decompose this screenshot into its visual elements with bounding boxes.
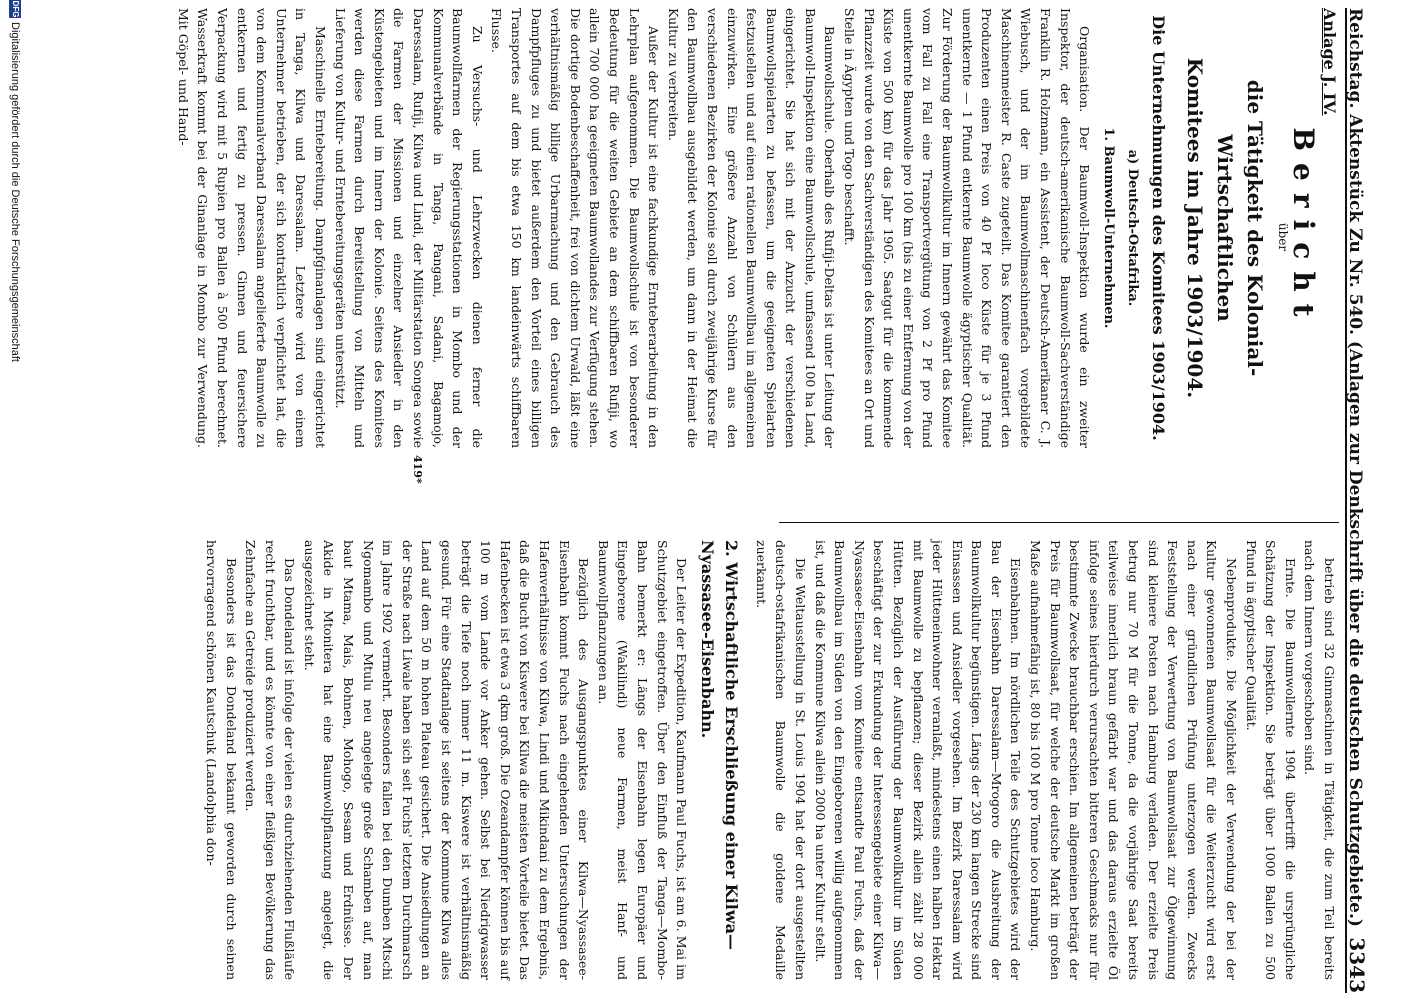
- paragraph: Baumwollschule. Oberhalb des Rufiji-Deltas ist unter Leitung der Baumwoll-Inspektion eine Baumwollschule, umfassend 100 ha Land, eingerichtet. Sie hat sich mit der Anzucht der verschiedenen Baumwollspielarten zu befassen, um die geeigneten Spielarten festzustellen und auf einen rationellen Baumwollbau im allgemeinen einzuwirken. Eine größere Anzahl von Schülern aus den verschiedenen Bezirken der Kolonie soll durch zweijährige Kurse für den Baumwollbau ausgebildet werden, um dann in der Heimat die Kultur zu verbreiten.: [665, 8, 838, 448]
- paragraph: Die Weltausstellung in St. Louis 1904 hat der dort ausgestellten deutsch-ostafrikanischen Baumwolle die goldene Medaille zuerkannt.: [753, 540, 808, 980]
- report-topic-line-1: die Tätigkeit des Kolonial-Wirtschaftlichen: [1213, 79, 1268, 377]
- section-heading: Die Unternehmungen des Komitees 1903/1904.: [1149, 15, 1169, 441]
- paragraph: Außer der Kultur ist eine fachkundige Ernteberarbeitung in den Lehrplan aufgenommen. Die Baumwollschule ist von besonderer Bedeutung für die weiten Gebiete an dem schiffbaren Rufiji, wo allein 700 000 ha geeigneten Baumwollandes zur Verfügung stehen. Die dortige Bodenbeschaffenheit, frei von dichtem Urwald, läßt eine verhältnismäßig billige Urbarmachung und den Gebrauch des Dampfpfluges zu und bietet außerdem den Vorteil eines billigen Transportes auf dem bis etwa 150 km landeinwärts schiffbaren Flusse.: [489, 8, 662, 448]
- digitization-note: [9, 0, 21, 1000]
- subsubsection-heading: 1. Baumwoll-Unternehmen.: [1101, 127, 1117, 329]
- paragraph: Maschinelle Erntebereitung. Dampfginanlagen sind eingerichtet in Tanga, Kilwa und Daressalam. Letztere wird von einem Unternehmer betrieben, der sich kontraktlich verpflichtet hat, die von dem Kommunalverband Daressalam angelieferte Baumwolle zu entkernen und fertig zu pressen. Ginnen und feuersichere Verpackung wird mit 5 Rupien pro Ballen à 500 Pfund berechnet. Wasserkraft kommt bei der Ginanlage in Mombo zur Verwendung. Mit Göpel- und Hand-: [175, 8, 329, 448]
- column-divider: [779, 522, 1339, 523]
- anlage-label: Anlage J. IV.: [1320, 8, 1339, 116]
- paragraph: Zu Versuchs- und Lehrzwecken dienen ferner die Baumwollfarmen der Regierungsstationen in Mombo und der Kommunalverbände in Tanga, Pangani, Sadani, Bagamojo, Daressalam, Rufiji, Kilwa und Lindi, der Militärstation Songea sowie die Farmen der Missionen und einzelner Ansiedler in den Küstengebieten und im Innern der Kolonie. Seitens des Komitees werden diese Farmen durch Bereitstellung von Mitteln und Lieferung von Kultur- und Erntebereitungsgeräten unterstützt.: [332, 8, 485, 448]
- header-rule: [1345, 8, 1347, 993]
- paragraph: Bezüglich des Ausgangspunktes einer Kilwa—Nyassasee-Eisenbahn kommt Fuchs nach eingehenden Untersuchungen der Hafenverhältnisse von Kilwa, Lindi und Mikindani zu dem Ergebnis, daß die Bucht von Kiswere bei Kilwa die meisten Vorteile bietet. Das Hafenbecken ist etwa 3 qkm groß. Die Ozeandampfer können bis auf 100 m vom Lande vor Anker gehen. Selbst bei Niedrigwasser beträgt die Tiefe noch immer 11 m. Kiswere ist verhältnismäßig gesund. Für eine Stadtanlage ist seitens der Kommune Kilwa alles Land auf dem 50 m hohen Plateau gesichert. Die Ansiedlungen an der Straße nach Liwale haben sich seit Fuchs' letztem Durchmarsch im Jahre 1902 vermehrt. Besonders fallen bei den Dumben Mtschi Ngomambo und Mtulu neu angelegte große Schamben auf, man baut Mtama, Mais, Bohnen, Mohogo, Sesam und Erdnüsse. Der Akide in Mtonitera hat eine Baumwollpflanzung angelegt, die ausgezeichnet steht.: [301, 540, 592, 980]
- header-title: Reichstag. Aktenstück Zu Nr. 540. (Anlagen zur Denkschrift über die deutschen Schutzgebiete.): [1345, 8, 1365, 927]
- report-topic: [1180, 8, 1270, 448]
- report-topic-line-2: Komitees im Jahre 1903/1904.: [1183, 57, 1208, 399]
- dfg-logo-icon: DFG: [11, 0, 20, 18]
- paragraph: Eisenbahnen. Im nördlichen Teile des Schutzgebietes wird der Bau der Eisenbahn Daressalam—Mrogoro die Ausbreitung der Baumwollkultur begünstigen. Längs der 230 km langen Strecke sind Einsassen und Ansiedler vorgesehen. Im Bezirk Daressalam wird jeder Hütteneinwohner veranlaßt, mindestens einen halben Hektar mit Baumwolle zu bepflanzen; dieser Bezirk allein zählt 28 000 Hütten. Bezüglich der Ausführung der Baumwollkultur im Süden beschäftigt der zur Erkundung der Interessengebiete einer Kilwa—Nyassasee-Eisenbahn vom Komitee entsandte Paul Fuchs, daß der Baumwollbau im Süden von den Eingeborenen willig aufgenommen ist, und daß die Kommune Kilwa allein 2000 ha unter Kultur stellt.: [812, 540, 1024, 980]
- paragraph: Besonders ist das Dondeland bekannt geworden durch seinen hervorragend schönen Kautschuk (Landolphia don-: [203, 540, 239, 980]
- paragraph: Das Dondeland ist infolge der vielen es durchziehenden Flußläufe recht fruchtbar, und es könnte von einer fleißigen Bevölkerung das Zehnfache an Getreide produziert werden.: [243, 540, 298, 980]
- paragraph: Ernte. Die Baumwollernte 1904 übertrifft die ursprüngliche Schätzung der Inspektion. Sie beträgt über 1000 Ballen zu 500 Pfund in ägyptischer Qualität.: [1243, 540, 1298, 980]
- paragraph: Nebenprodukte. Die Möglichkeit der Verwendung der bei der Kultur gewonnenen Baumwollsaat für die Weiterzucht wird erst nach einer gründlichen Prüfung unterzogen werden. Zwecks Feststellung der Verwertung von Baumwollsaat zur Ölgewinnung sind kleinere Posten nach Hamburg verladen. Der erzielte Preis betrug nur 70 M für die Tonne, da die vorjährige Saat bereits teilweise innerlich braun gefärbt war und das daraus erzielte Öl infolge seines hierdurch verursachten bitteren Geschmacks nur für bestimmte Zwecke brauchbar erschien. Im allgemeinen beträgt der Preis für Baumwollsaat, für welche der deutsche Markt im großen Maße aufnahmefähig ist, 80 bis 100 M pro Tonne loco Hamburg.: [1028, 540, 1240, 980]
- report-title: Bericht: [1287, 127, 1321, 329]
- left-column: [173, 8, 1339, 448]
- page-mark: 419*: [411, 455, 424, 484]
- digitization-note-text: Digitalisierung gefördert durch die Deutsche Forschungsgemeinschaft: [9, 22, 21, 362]
- paragraph: Der Leiter der Expedition, Kaufmann Paul Fuchs, ist am 6. Mai im Schutzgebiet eingetroffen. Über den Einfluß der Tanga—Mombo-Bahn bemerkt er: Längs der Eisenbahn legen Europäer und Eingeborene (Wakilindi) neue Farmen, meist Hanf- und Baumwollpflanzungen an.: [595, 540, 690, 980]
- page-number: 3343: [1345, 937, 1369, 993]
- subsection-heading: a) Deutsch-Ostafrika.: [1125, 149, 1141, 307]
- paragraph: betrieb sind 32 Ginmaschinen in Tätigkeit, die zum Teil bereits nach dem Innern vorgeschoben sind.: [1302, 540, 1337, 980]
- paragraph: Organisation. Der Baumwoll-Inspektion wurde ein zweiter Inspektor, der deutsch-amerikanische Baumwoll-Sachverständige Franklin R. Holzmann, ein Assistent, der Deutsch-Amerikaner C. J. Wiebusch, und der im Baumwollmaschinenfach vorgebildete Maschinenmeister R. Caste zugeteilt. Das Komitee garantiert den Produzenten einen Preis von 40 Pf loco Küste für je 3 Pfund unentkernte — 1 Pfund entkernte Baumwolle ägyptischer Qualität. Zur Förderung der Baumwollkultur im Innern gewährt das Komitee vom Fall zu Fall eine Transportvergütung von 2 Pf pro Pfund unentkernte Baumwolle pro 100 km (bis zu einer Entfernung von der Küste von 500 km) für das Jahr 1905. Saatgut für die kommende Pflanzzeit wurde von den Sachverständigen des Komitees an Ort und Stelle in Ägypten und Togo beschafft.: [842, 8, 1093, 448]
- right-column: [201, 540, 1339, 980]
- page-header: [1345, 8, 1369, 993]
- report-title-sub: über: [1275, 222, 1290, 252]
- section-heading-2: 2. Wirtschaftliche Erschließung einer Kilwa—Nyassasee-Eisenbahn.: [698, 540, 742, 950]
